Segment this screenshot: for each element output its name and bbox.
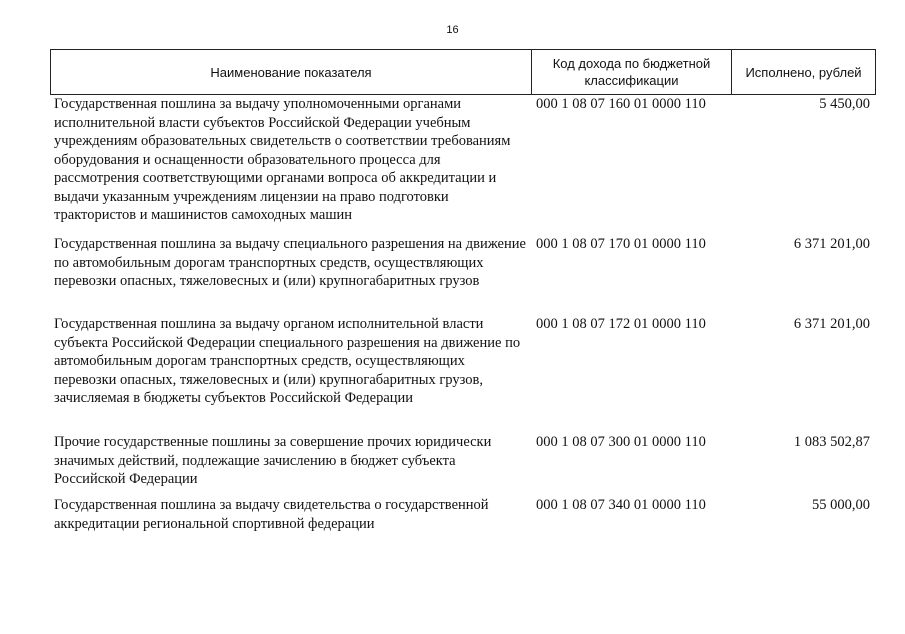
- row-code: 000 1 08 07 170 01 0000 110: [536, 236, 706, 252]
- row-value: 6 371 201,00: [793, 316, 870, 332]
- row-value: 6 371 201,00: [793, 236, 870, 252]
- row-name: Государственная пошлина за выдачу органом исполнительной власти субъекта Российской Федерации специального разрешения на движение по автомобильным дорогам транспортных средств, осуществляющих перевозки опасных, тяжеловесных и (или) крупногабаритных грузов, зачисляемая в бюджеты субъектов Российской Федерации: [54, 316, 521, 406]
- row-code: 000 1 08 07 172 01 0000 110: [536, 316, 706, 332]
- row-name: Государственная пошлина за выдачу специального разрешения на движение по автомобильным дорогам транспортных средств, осуществляющих перевозки опасных, тяжеловесных и (или) крупногабаритных грузов: [54, 236, 526, 289]
- header-name: Наименование показателя: [210, 64, 372, 80]
- table-row: [50, 235, 876, 315]
- table-body: [50, 95, 876, 536]
- row-name: Прочие государственные пошлины за совершение прочих юридически значимых действий, подлежащие зачислению в бюджет субъекта Российской Федерации: [54, 434, 492, 487]
- row-code: 000 1 08 07 300 01 0000 110: [536, 434, 706, 450]
- page-number: 16: [446, 24, 459, 36]
- table-row: [50, 95, 876, 235]
- row-value: 1 083 502,87: [793, 434, 870, 450]
- row-name: Государственная пошлина за выдачу уполномоченными органами исполнительной власти субъектов Российской Федерации учебным учреждениям образовательных свидетельств о соответствии требованиям оборудования и оснащенности образовательного процесса для рассмотрения соответствующими органами вопроса об аккредитации и выдачи указанным учреждениям лицензии на право подготовки трактористов и машинистов самоходных машин: [54, 96, 511, 223]
- row-value: 55 000,00: [812, 497, 870, 513]
- table-row: [50, 315, 876, 433]
- row-value: 5 450,00: [819, 96, 870, 112]
- table-row: [50, 433, 876, 496]
- row-code: 000 1 08 07 340 01 0000 110: [536, 497, 706, 513]
- header-code: Код дохода по бюджетной классификации: [531, 50, 731, 94]
- header-value: Исполнено, рублей: [731, 50, 875, 94]
- row-code: 000 1 08 07 160 01 0000 110: [536, 96, 706, 112]
- table-header: [50, 49, 876, 95]
- table-row: [50, 496, 876, 536]
- row-name: Государственная пошлина за выдачу свидетельства о государственной аккредитации региональной спортивной федерации: [54, 497, 489, 532]
